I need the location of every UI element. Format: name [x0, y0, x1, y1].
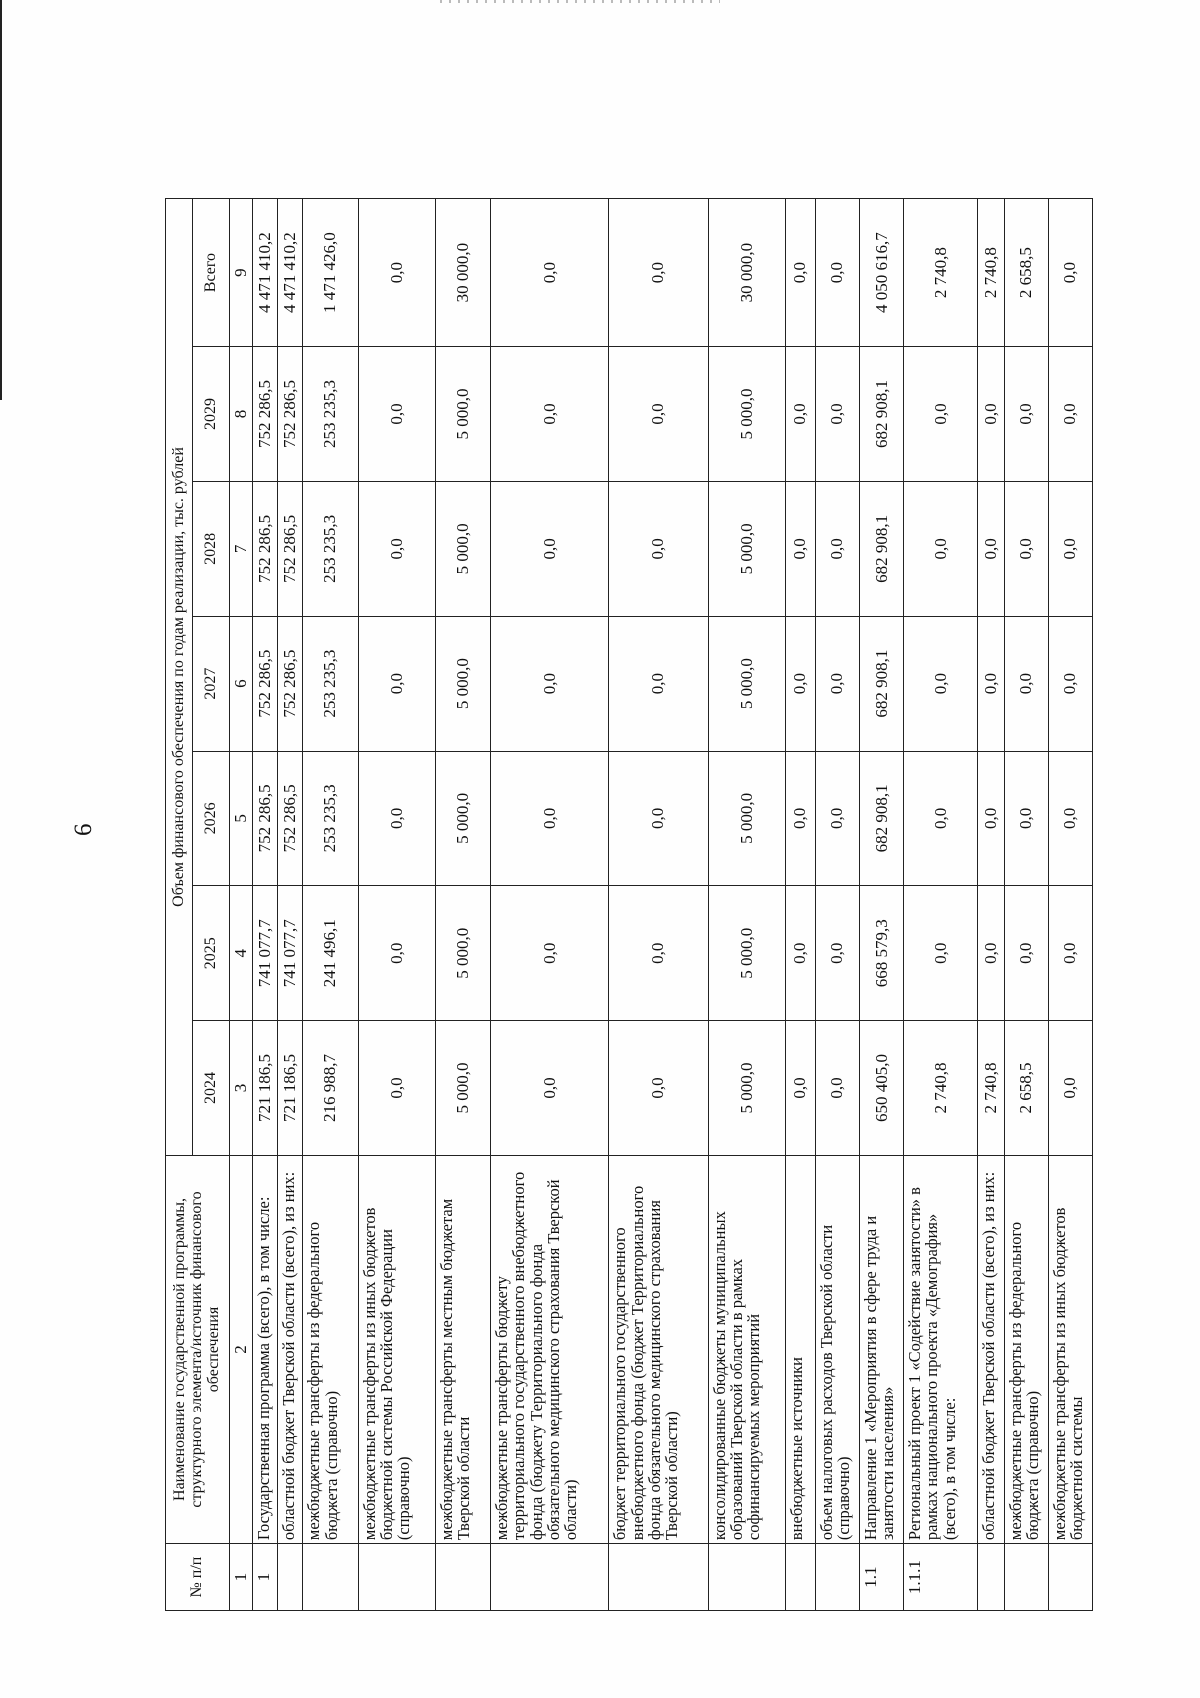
row-value: 5 000,0: [435, 481, 490, 616]
row-name: областной бюджет Тверской области (всего), из них:: [278, 1155, 303, 1543]
row-number: [785, 1544, 815, 1611]
row-value: 0,0: [1048, 616, 1092, 751]
row-name: Государственная программа (всего), в том числе:: [252, 1155, 277, 1543]
header-year: 2025: [193, 886, 230, 1021]
row-total: 0,0: [358, 199, 435, 347]
row-name: бюджет территориального государственного внебюджетного фонда (бюджет Территориального фонда обязательного медицинского страхования Тверской области): [609, 1155, 708, 1543]
table-row: [609, 199, 708, 1611]
table-row: [904, 199, 978, 1611]
row-value: 0,0: [1048, 751, 1092, 886]
row-number: [278, 1544, 303, 1611]
row-value: 0,0: [1004, 347, 1048, 482]
row-value: 5 000,0: [708, 886, 785, 1021]
row-value: 2 740,8: [978, 1021, 1005, 1156]
row-number: [1048, 1544, 1092, 1611]
header-year: 2026: [193, 751, 230, 886]
header-year: 2028: [193, 481, 230, 616]
row-value: 0,0: [785, 751, 815, 886]
row-total: 0,0: [1048, 199, 1092, 347]
header-year: 2029: [193, 347, 230, 482]
row-name: межбюджетные трансферты бюджету территориального государственного внебюджетного фонда (бюджету Территориального фонда обязательного медицинского страхования Тверской области): [491, 1155, 609, 1543]
header-year: 2027: [193, 616, 230, 751]
column-number: 9: [230, 199, 253, 347]
row-value: 682 908,1: [859, 481, 903, 616]
row-total: 0,0: [609, 199, 708, 347]
row-number: 1.1: [859, 1544, 903, 1611]
row-value: 752 286,5: [278, 481, 303, 616]
row-value: 0,0: [785, 1021, 815, 1156]
row-number: [1004, 1544, 1048, 1611]
row-value: 682 908,1: [859, 616, 903, 751]
row-value: 0,0: [1048, 886, 1092, 1021]
header-name: Наименование государственной программы, структурного элемента/источник финансового обеспечения: [166, 1155, 230, 1543]
row-value: 0,0: [609, 1021, 708, 1156]
row-number: [978, 1544, 1005, 1611]
row-value: 0,0: [978, 751, 1005, 886]
row-name: межбюджетные трансферты из федерального бюджета (справочно): [1004, 1155, 1048, 1543]
table-row: [785, 199, 815, 1611]
row-value: 0,0: [1004, 616, 1048, 751]
row-value: 0,0: [785, 481, 815, 616]
table-row: [278, 199, 303, 1611]
header-year: 2024: [193, 1021, 230, 1156]
row-value: 0,0: [904, 616, 978, 751]
rotated-table-sheet: [165, 198, 1093, 1611]
column-number: 2: [230, 1155, 253, 1543]
row-value: 241 496,1: [303, 886, 358, 1021]
row-value: 0,0: [609, 751, 708, 886]
row-value: 0,0: [815, 347, 859, 482]
row-value: 721 186,5: [278, 1021, 303, 1156]
table-row: [358, 199, 435, 1611]
financing-table: [165, 198, 1093, 1611]
row-value: 0,0: [491, 481, 609, 616]
row-number: [815, 1544, 859, 1611]
row-name: объем налоговых расходов Тверской области (справочно): [815, 1155, 859, 1543]
column-number: 1: [230, 1544, 253, 1611]
row-number: 1.1.1: [904, 1544, 978, 1611]
row-value: 0,0: [358, 1021, 435, 1156]
row-value: 721 186,5: [252, 1021, 277, 1156]
row-value: 0,0: [978, 347, 1005, 482]
row-value: 752 286,5: [252, 481, 277, 616]
page-number: 6: [70, 823, 97, 836]
row-value: 0,0: [785, 616, 815, 751]
row-value: 2 740,8: [904, 1021, 978, 1156]
row-value: 0,0: [1048, 1021, 1092, 1156]
table-row: [978, 199, 1005, 1611]
table-row: [1048, 199, 1092, 1611]
row-value: 741 077,7: [252, 886, 277, 1021]
row-value: 5 000,0: [708, 481, 785, 616]
row-value: 0,0: [785, 886, 815, 1021]
table-row: [1004, 199, 1048, 1611]
row-value: 0,0: [609, 347, 708, 482]
row-value: 0,0: [815, 616, 859, 751]
row-name: внебюджетные источники: [785, 1155, 815, 1543]
row-value: 0,0: [904, 481, 978, 616]
row-total: 0,0: [491, 199, 609, 347]
row-total: 4 471 410,2: [252, 199, 277, 347]
row-value: 0,0: [1004, 751, 1048, 886]
row-value: 5 000,0: [708, 616, 785, 751]
row-value: 5 000,0: [708, 751, 785, 886]
row-value: 5 000,0: [708, 347, 785, 482]
row-name: Региональный проект 1 «Содействие занятости» в рамках национального проекта «Демография» (всего), в том числе:: [904, 1155, 978, 1543]
column-number: 3: [230, 1021, 253, 1156]
row-total: 0,0: [785, 199, 815, 347]
table-row: [303, 199, 358, 1611]
row-total: 2 740,8: [904, 199, 978, 347]
row-number: [358, 1544, 435, 1611]
row-value: 0,0: [978, 616, 1005, 751]
row-value: 682 908,1: [859, 347, 903, 482]
header-num: № п/п: [166, 1544, 230, 1611]
row-value: 0,0: [491, 886, 609, 1021]
row-value: 752 286,5: [278, 751, 303, 886]
row-value: 0,0: [491, 347, 609, 482]
scan-specks: [440, 0, 720, 3]
row-value: 0,0: [358, 347, 435, 482]
row-name: Направление 1 «Мероприятия в сфере труда и занятости населения»: [859, 1155, 903, 1543]
table-row: [252, 199, 277, 1611]
row-value: 0,0: [491, 1021, 609, 1156]
row-value: 5 000,0: [435, 616, 490, 751]
row-value: 0,0: [978, 886, 1005, 1021]
row-total: 1 471 426,0: [303, 199, 358, 347]
table-row: [435, 199, 490, 1611]
row-total: 4 471 410,2: [278, 199, 303, 347]
row-value: 0,0: [609, 616, 708, 751]
row-value: 253 235,3: [303, 347, 358, 482]
row-name: межбюджетные трансферты из иных бюджетов бюджетной системы: [1048, 1155, 1092, 1543]
table-row: [491, 199, 609, 1611]
row-number: 1: [252, 1544, 277, 1611]
row-value: 0,0: [609, 481, 708, 616]
column-number: 8: [230, 347, 253, 482]
row-total: 0,0: [815, 199, 859, 347]
row-total: 2 658,5: [1004, 199, 1048, 347]
row-value: 2 658,5: [1004, 1021, 1048, 1156]
row-value: 5 000,0: [435, 886, 490, 1021]
row-value: 0,0: [358, 751, 435, 886]
row-value: 0,0: [815, 481, 859, 616]
column-number: 4: [230, 886, 253, 1021]
row-value: 752 286,5: [252, 616, 277, 751]
row-value: 0,0: [904, 886, 978, 1021]
row-value: 668 579,3: [859, 886, 903, 1021]
row-value: 253 235,3: [303, 481, 358, 616]
row-value: 741 077,7: [278, 886, 303, 1021]
row-total: 30 000,0: [708, 199, 785, 347]
table-row: [859, 199, 903, 1611]
row-value: 752 286,5: [278, 616, 303, 751]
row-name: консолидированные бюджеты муниципальных образований Тверской области в рамках софинансируемых мероприятий: [708, 1155, 785, 1543]
row-number: [303, 1544, 358, 1611]
header-total: Всего: [193, 199, 230, 347]
row-value: 0,0: [1048, 481, 1092, 616]
row-value: 0,0: [358, 616, 435, 751]
row-total: 30 000,0: [435, 199, 490, 347]
row-value: 0,0: [815, 1021, 859, 1156]
row-value: 0,0: [1004, 886, 1048, 1021]
row-name: областной бюджет Тверской области (всего), из них:: [978, 1155, 1005, 1543]
row-value: 5 000,0: [435, 1021, 490, 1156]
row-total: 2 740,8: [978, 199, 1005, 347]
column-number: 6: [230, 616, 253, 751]
row-value: 0,0: [978, 481, 1005, 616]
row-value: 0,0: [815, 886, 859, 1021]
row-number: [491, 1544, 609, 1611]
header-financing-group: Объем финансового обеспечения по годам реализации, тыс. рублей: [166, 199, 193, 1156]
row-value: 0,0: [491, 616, 609, 751]
row-name: межбюджетные трансферты из федерального бюджета (справочно): [303, 1155, 358, 1543]
row-value: 253 235,3: [303, 751, 358, 886]
row-value: 0,0: [785, 347, 815, 482]
row-value: 5 000,0: [435, 751, 490, 886]
row-value: 752 286,5: [252, 751, 277, 886]
row-number: [435, 1544, 490, 1611]
column-number: 7: [230, 481, 253, 616]
column-number: 5: [230, 751, 253, 886]
scan-edge-mark: [0, 0, 2, 400]
row-value: 650 405,0: [859, 1021, 903, 1156]
table-body: [252, 199, 1092, 1611]
column-numbers-row: [230, 199, 253, 1611]
row-value: 0,0: [491, 751, 609, 886]
row-value: 0,0: [904, 751, 978, 886]
row-value: 5 000,0: [708, 1021, 785, 1156]
row-name: межбюджетные трансферты из иных бюджетов бюджетной системы Российской Федерации (справочно): [358, 1155, 435, 1543]
row-value: 5 000,0: [435, 347, 490, 482]
row-value: 0,0: [1048, 347, 1092, 482]
table-row: [815, 199, 859, 1611]
row-value: 216 988,7: [303, 1021, 358, 1156]
row-value: 682 908,1: [859, 751, 903, 886]
row-value: 0,0: [609, 886, 708, 1021]
row-name: межбюджетные трансферты местным бюджетам Тверской области: [435, 1155, 490, 1543]
row-total: 4 050 616,7: [859, 199, 903, 347]
row-value: 0,0: [1004, 481, 1048, 616]
row-value: 0,0: [815, 751, 859, 886]
row-value: 0,0: [904, 347, 978, 482]
table-row: [708, 199, 785, 1611]
row-value: 752 286,5: [252, 347, 277, 482]
row-number: [609, 1544, 708, 1611]
row-value: 253 235,3: [303, 616, 358, 751]
row-value: 0,0: [358, 481, 435, 616]
row-value: 0,0: [358, 886, 435, 1021]
row-number: [708, 1544, 785, 1611]
row-value: 752 286,5: [278, 347, 303, 482]
